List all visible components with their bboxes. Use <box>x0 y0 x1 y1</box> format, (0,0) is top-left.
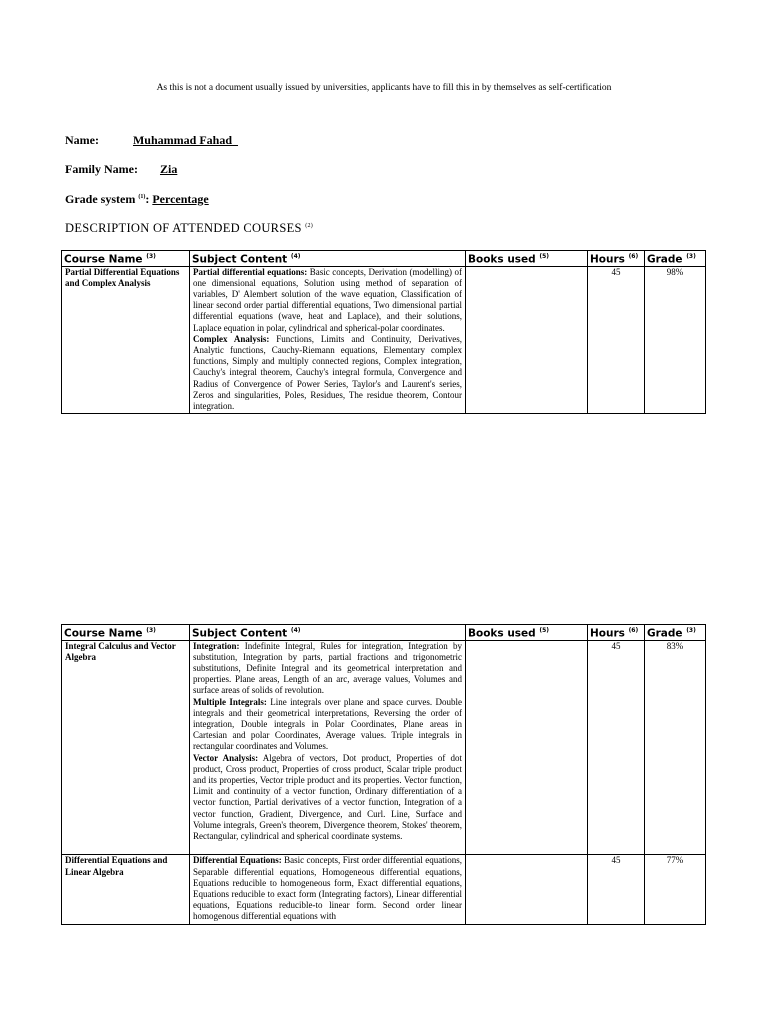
books-used-cell <box>466 855 588 924</box>
hours-cell: 45 <box>588 855 645 924</box>
course-name-cell: Partial Differential Equations and Complex Analysis <box>62 266 190 414</box>
topic-text: Indefinite Integral, Rules for integration, Integration by substitution, Integration by parts, partial fractions and trigonometric substitutions, Definite Integral and its geometrical interpretation and properties. Plane areas, Length of an arc, average values, Volumes and surface areas of solids of revolution. <box>193 640 462 696</box>
grade-system-label: Grade system <box>65 192 136 206</box>
table-row <box>62 640 706 855</box>
topic-text: Basic concepts, Derivation (modelling) of one dimensional equations, Solution using method of separation of variables, D' Alembert solution of the wave equation, Classification of linear second order partial differential equations, Two dimensional partial differential equations (wave, heat and Laplace), and their solutions, Laplace equation in polar, cylindrical and spherical-polar coordinates. <box>193 266 462 333</box>
topic-title: Partial differential equations: <box>193 266 308 277</box>
grade-system-field: Grade system $^{(1)}$: Percentage <box>65 192 209 206</box>
grade-header: Grade $^{(3)}$ <box>645 251 706 267</box>
table-row <box>62 855 706 924</box>
grade-system-value: Percentage <box>152 192 209 206</box>
books-used-cell <box>466 640 588 855</box>
subject-content-header: Subject Content $^{(4)}$ <box>190 625 466 641</box>
courses-table-1 <box>61 250 706 414</box>
family-name-field <box>65 162 177 177</box>
topic-title: Complex Analysis: <box>193 333 270 344</box>
table-header-row <box>62 251 706 267</box>
section-title-text: DESCRIPTION OF ATTENDED COURSES <box>65 221 302 235</box>
topic-title: Multiple Integrals: <box>193 696 267 707</box>
courses-table-2 <box>61 624 706 925</box>
subject-content-cell <box>190 855 466 924</box>
subject-content-header: Subject Content $^{(4)}$ <box>190 251 466 267</box>
grade-cell: 77% <box>645 855 706 924</box>
topic-title: Integration: <box>193 640 240 651</box>
books-used-header: Books used $^{(5)}$ <box>466 625 588 641</box>
table-row <box>62 266 706 414</box>
course-name-header: Course Name $^{(3)}$ <box>62 251 190 267</box>
course-name-header: Course Name $^{(3)}$ <box>62 625 190 641</box>
hours-header: Hours $^{(6)}$ <box>588 251 645 267</box>
section-title-footnote: (2) <box>305 222 314 229</box>
books-used-cell <box>466 266 588 414</box>
family-name-value: Zia <box>159 162 178 176</box>
topic-text: Functions, Limits and Continuity, Derivatives, Analytic functions, Cauchy-Riemann equations, Elementary complex functions, Simply and multiply connected regions, Complex integration, Cauchy's integral theorem, Cauchy's integral formula, Convergence and Radius of Convergence of Power Series, Taylor's and Laurent's series, Zeros and singularities, Poles, Residues, The residue theorem, Contour integration. <box>193 333 463 411</box>
section-title <box>65 221 313 236</box>
name-label: Name: <box>65 133 99 147</box>
self-certification-note: As this is not a document usually issued by universities, applicants have to fill this in by themselves as self-certification <box>156 83 612 93</box>
grade-system-footnote: (1) <box>138 194 146 200</box>
grade-cell: 98% <box>645 266 706 414</box>
topic-text: Basic concepts, First order differential equations, Separable differential equations, Homogeneous differential equations, Equations reducible to homogeneous form, Exact differential equations, Equations reducible to exact form (Integrating factors), Linear differential equations, Equations reducible-to linear form. Second order linear homogenous differential equations with <box>193 855 462 922</box>
table-header-row <box>62 625 706 641</box>
grade-header: Grade $^{(3)}$ <box>645 625 706 641</box>
course-name-cell: Integral Calculus and Vector Algebra <box>62 640 190 855</box>
books-used-header: Books used $^{(5)}$ <box>466 251 588 267</box>
family-name-label: Family Name: <box>65 162 138 176</box>
hours-header: Hours $^{(6)}$ <box>588 625 645 641</box>
name-value: Muhammad Fahad <box>132 133 233 147</box>
grade-cell: 83% <box>645 640 706 855</box>
topic-text: Line integrals over plane and space curves. Double integrals and their geometrical interpretations, Reversing the order of integration, Double integrals in Polar Coordinates, Plane areas in Cartesian and polar Coordinates, Average values. Triple integrals in rectangular coordinates and Volumes. <box>193 696 462 752</box>
course-name-cell: Differential Equations and Linear Algebra <box>62 855 190 924</box>
subject-content-cell <box>190 640 466 855</box>
topic-title: Differential Equations: <box>193 855 282 866</box>
hours-cell: 45 <box>588 640 645 855</box>
topic-title: Vector Analysis: <box>193 752 259 763</box>
name-field <box>65 133 238 148</box>
hours-cell: 45 <box>588 266 645 414</box>
subject-content-cell <box>190 266 466 414</box>
topic-text: Algebra of vectors, Dot product, Properties of dot product, Cross product, Properties of cross product, Scalar triple product and its properties, Vector triple product and its properties. Vector function, Limit and continuity of a vector function, Ordinary differentiation of a vector function, Partial derivatives of a vector function, Integration of a vector function, Gradient, Divergence, and Curl. Line, Surface and Volume integrals, Green's theorem, Divergence theorem, Stokes' theorem, Rectangular, cylindrical and spherical coordinate systems. <box>193 752 462 841</box>
